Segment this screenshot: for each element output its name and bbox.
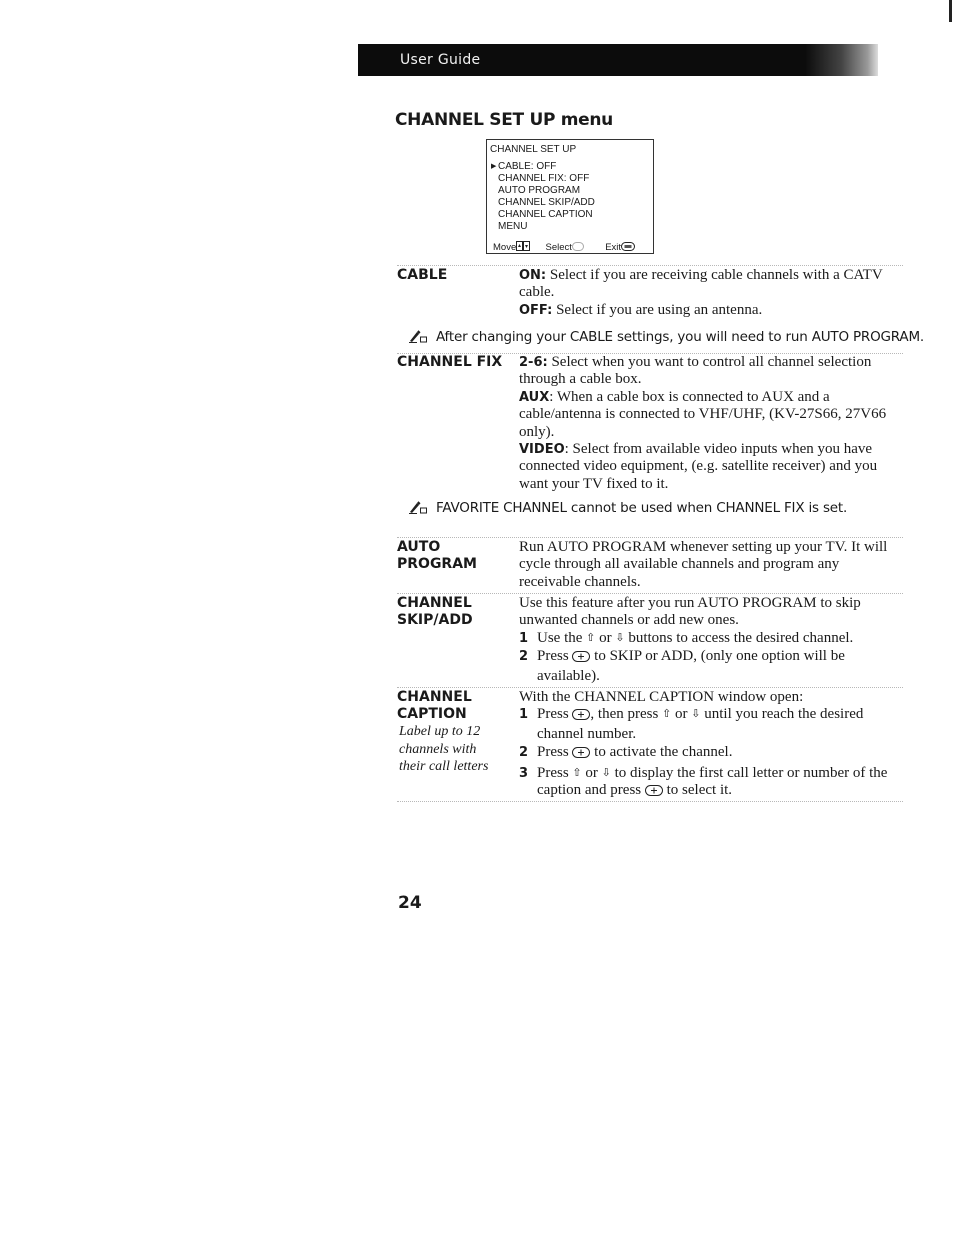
up-arrow-icon: ⇧ bbox=[572, 766, 582, 779]
caption-steps bbox=[519, 706, 891, 801]
menu-item-auto-program: AUTO PROGRAM bbox=[498, 185, 581, 196]
menu-item-channel-caption: CHANNEL CAPTION bbox=[498, 209, 593, 220]
page-edge-mark bbox=[949, 0, 952, 22]
skip-add-description: Use this feature after you run AUTO PROGRAM to skip unwanted channels or add new ones. 1 Use the ⇧ or ⇩ buttons to access the desired channel. 2 Press to SKIP or ADD, (only one option will be available). bbox=[519, 595, 891, 685]
menu-item-cable: ▶ CABLE: OFF bbox=[491, 161, 557, 172]
header-bar bbox=[358, 44, 878, 76]
header-title: User Guide bbox=[400, 52, 481, 68]
list-item: 2 Press to activate the channel. bbox=[519, 744, 891, 763]
move-buttons-icon bbox=[516, 241, 530, 255]
select-button-icon bbox=[572, 650, 590, 667]
select-button-icon bbox=[572, 708, 590, 725]
down-arrow-icon: ⇩ bbox=[601, 766, 611, 779]
list-item: 1 Use the ⇧ or ⇩ buttons to access the desired channel. bbox=[519, 629, 854, 646]
footer-select-label: Select bbox=[545, 242, 572, 253]
up-arrow-icon: ⇧ bbox=[586, 631, 596, 644]
caption-description: With the CHANNEL CAPTION window open: 1 Press , then press ⇧ or ⇩ until you reach the desired channel number. 2 Press to activate the channel. 3 Press ⇧ or ⇩ to display the first call letter or number of the caption and press to select it. bbox=[519, 689, 891, 801]
down-arrow-icon: ⇩ bbox=[615, 631, 625, 644]
divider-cable bbox=[397, 265, 903, 266]
divider-skip-add bbox=[397, 593, 903, 594]
menu-item-menu: MENU bbox=[498, 221, 528, 232]
cable-description: ON: Select if you are receiving cable channels with a CATV cable. OFF: Select if you are using an antenna. bbox=[519, 267, 883, 318]
note-cable: After changing your CABLE settings, you will need to run AUTO PROGRAM. bbox=[408, 329, 924, 347]
pencil-note-icon bbox=[408, 329, 428, 347]
pencil-note-icon bbox=[408, 500, 428, 518]
auto-program-label: AUTO PROGRAM bbox=[397, 539, 477, 572]
exit-button-icon bbox=[621, 242, 635, 255]
menu-footer bbox=[493, 241, 635, 255]
list-item: 3 Press ⇧ or ⇩ to display the first call letter or number of the caption and press to select it. bbox=[519, 765, 891, 802]
page-number: 24 bbox=[398, 893, 422, 913]
down-arrow-icon: ⇩ bbox=[691, 708, 701, 721]
caption-side-note: Label up to 12 channels with their call letters bbox=[399, 724, 489, 774]
footer-move-label: Move bbox=[493, 242, 517, 253]
cable-label: CABLE bbox=[397, 267, 448, 283]
divider-caption bbox=[397, 687, 903, 688]
select-button-icon bbox=[645, 784, 663, 801]
list-item: 2 Press to SKIP or ADD, (only one option will be available). bbox=[519, 648, 845, 684]
auto-program-description: Run AUTO PROGRAM whenever setting up your TV. It will cycle through all available channels and program any receivable channels. bbox=[519, 539, 888, 590]
menu-item-channel-fix: CHANNEL FIX: OFF bbox=[498, 173, 590, 184]
menu-items bbox=[492, 161, 595, 233]
footer-exit-label: Exit bbox=[605, 242, 622, 253]
up-arrow-icon: ⇧ bbox=[662, 708, 672, 721]
menu-title: CHANNEL SET UP bbox=[490, 144, 577, 155]
channel-fix-description: 2-6: Select when you want to control all channel selection through a cable box. AUX: When a cable box is connected to AUX and a cable/antenna is connected to VHF/UHF, (KV-27S66, 27V66 only). VIDEO: Select from available video inputs when you have connected video equipment, (e.g. satellite receiver) and you want your TV fixed to it. bbox=[519, 354, 887, 492]
list-item: 1 Press , then press ⇧ or ⇩ until you reach the desired channel number. bbox=[519, 706, 864, 742]
skip-add-steps bbox=[519, 630, 891, 685]
menu-item-channel-skip-add: CHANNEL SKIP/ADD bbox=[498, 197, 595, 208]
skip-add-label: CHANNEL SKIP/ADD bbox=[397, 595, 473, 628]
divider-auto-program bbox=[397, 537, 903, 538]
channel-fix-label: CHANNEL FIX bbox=[397, 354, 503, 370]
cursor-triangle-icon: ▶ bbox=[491, 163, 497, 170]
caption-label: CHANNEL CAPTION bbox=[397, 689, 472, 722]
section-title: CHANNEL SET UP menu bbox=[395, 110, 613, 130]
select-button-icon bbox=[572, 746, 590, 763]
note-channel-fix: FAVORITE CHANNEL cannot be used when CHANNEL FIX is set. bbox=[408, 500, 847, 518]
divider-bottom bbox=[397, 801, 903, 802]
select-button-icon bbox=[572, 242, 584, 255]
channel-setup-menu-illustration bbox=[486, 139, 654, 254]
